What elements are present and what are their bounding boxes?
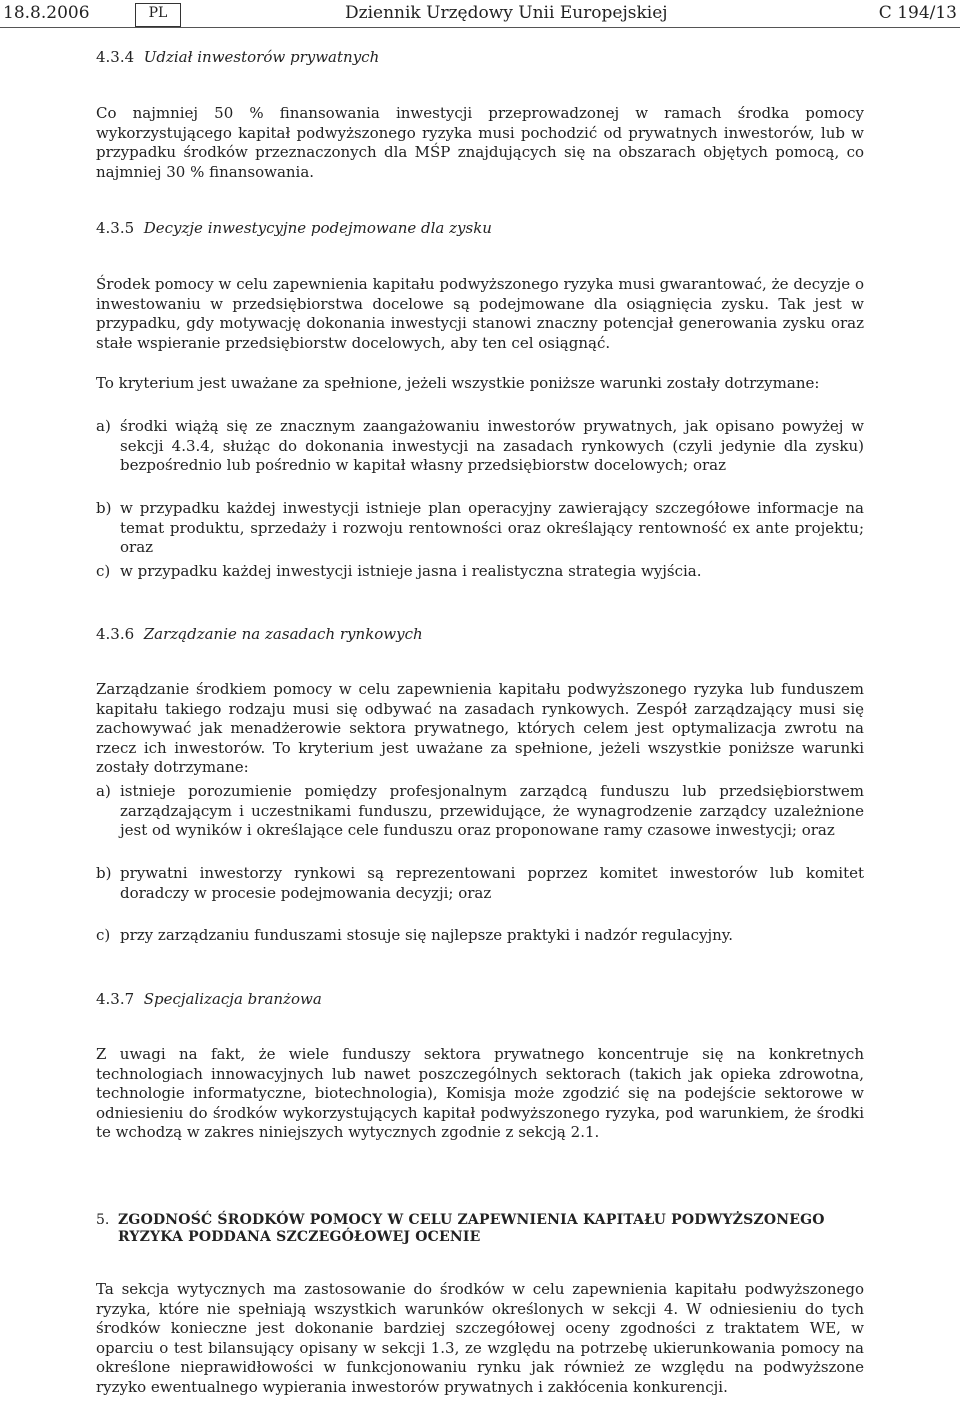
paragraph: Zarządzanie środkiem pomocy w celu zapewnienia kapitału podwyższonego ryzyka lub funduszem kapitału takiego rodzaju musi się odbywać na zasadach rynkowych. Zespół zarządzający musi się zachowywać jak menadżerowie sektora prywatnego, których celem jest optymalizacja zwrotu na rzecz ich inwestorów. To kryterium jest uważane za spełnione, jeżeli wszystkie poniższe warunki zostały dotrzymane: xyxy=(96,680,864,776)
header-journal-title: Dziennik Urzędowy Unii Europejskiej xyxy=(345,3,668,23)
section-heading-4-3-4 xyxy=(96,48,864,68)
section-heading-4-3-6 xyxy=(96,625,864,645)
list-item-text: istnieje porozumienie pomiędzy profesjonalnym zarządcą funduszu lub przedsiębiorstwem zarządzającym i uczestnikami funduszu, przewidujące, że wynagrodzenie zarządcy uzależnione jest od wyników i określające cele funduszu oraz proponowane ramy czasowe inwestycji; oraz xyxy=(120,782,864,839)
list-item-label: b) xyxy=(96,864,112,882)
header-date: 18.8.2006 xyxy=(3,3,90,23)
header-language-badge: PL xyxy=(135,3,181,27)
list-item-label: c) xyxy=(96,562,111,580)
section-title: ZGODNOŚĆ ŚRODKÓW POMOCY W CELU ZAPEWNIENIA KAPITAŁU PODWYŻSZONEGO RYZYKA PODDANA SZCZEGÓŁOWEJ OCENIE xyxy=(118,1212,825,1245)
list-item-label: c) xyxy=(96,926,111,944)
list-item-text: przy zarządzaniu funduszami stosuje się najlepsze praktyki i nadzór regulacyjny. xyxy=(120,926,734,944)
list-item xyxy=(96,562,864,582)
section-heading-4-3-7 xyxy=(96,990,864,1010)
section-heading-4-3-5 xyxy=(96,219,864,239)
paragraph: Co najmniej 50 % finansowania inwestycji przeprowadzonej w ramach środka pomocy wykorzystującego kapitał podwyższonego ryzyka musi pochodzić od prywatnych inwestorów, lub w przypadku środków przeznaczonych dla MŚP znajdujących się na obszarach objętych pomocą, co najmniej 30 % finansowania. xyxy=(96,104,864,181)
section-number: 5. xyxy=(96,1212,110,1228)
paragraph: Z uwagi na fakt, że wiele funduszy sektora prywatnego koncentruje się na konkretnych technologiach innowacyjnych lub nawet poszczególnych sektorach (takich jak opieka zdrowotna, technologie informatyczne, biotechnologia), Komisja może zgodzić się na podejście sektorowe w odniesieniu do środków wykorzystujących kapitał podwyższonego ryzyka, pod warunkiem, że środki te wchodzą w zakres niniejszych wytycznych zgodnie z sekcją 2.1. xyxy=(96,1045,864,1141)
section-number: 4.3.5 xyxy=(96,219,135,237)
list-item xyxy=(96,926,864,946)
list-item xyxy=(96,417,864,476)
list-item-text: w przypadku każdej inwestycji istnieje plan operacyjny zawierający szczegółowe informacje na temat produktu, sprzedaży i rozwoju rentowności oraz określający rentowność ex ante projektu; oraz xyxy=(120,499,864,556)
list-item-text: w przypadku każdej inwestycji istnieje jasna i realistyczna strategia wyjścia. xyxy=(120,562,702,580)
list-item-label: b) xyxy=(96,499,112,517)
section-number: 4.3.6 xyxy=(96,625,135,643)
section-title: Udział inwestorów prywatnych xyxy=(143,48,380,66)
header-page-number: C 194/13 xyxy=(878,3,957,23)
header-divider xyxy=(0,27,960,28)
list-item xyxy=(96,782,864,841)
section-title: Decyzje inwestycyjne podejmowane dla zysku xyxy=(143,219,492,237)
list-item xyxy=(96,864,864,903)
paragraph: Środek pomocy w celu zapewnienia kapitału podwyższonego ryzyka musi gwarantować, że decyzje o inwestowaniu w przedsiębiorstwa docelowe są podejmowane dla osiągnięcia zysku. Tak jest w przypadku, gdy motywację dokonania inwestycji stanowi znaczny potencjał generowania zysku oraz stałe wspieranie przedsiębiorstw docelowych, aby ten cel osiągnąć. xyxy=(96,275,864,352)
section-heading-5 xyxy=(96,1212,864,1246)
section-number: 4.3.4 xyxy=(96,48,135,66)
list-item xyxy=(96,499,864,558)
list-item-label: a) xyxy=(96,417,111,435)
list-item-text: prywatni inwestorzy rynkowi są reprezentowani poprzez komitet inwestorów lub komitet doradczy w procesie podejmowania decyzji; oraz xyxy=(120,864,864,902)
list-item-text: środki wiążą się ze znacznym zaangażowaniu inwestorów prywatnych, jak opisano powyżej w sekcji 4.3.4, służąc do dokonania inwestycji na zasadach rynkowych (czyli jedynie dla zysku) bezpośrednio lub pośrednio w kapitał własny przedsiębiorstw docelowych; oraz xyxy=(120,417,864,474)
list-item-label: a) xyxy=(96,782,111,800)
paragraph: To kryterium jest uważane za spełnione, jeżeli wszystkie poniższe warunki zostały dotrzymane: xyxy=(96,374,820,392)
section-title: Specjalizacja branżowa xyxy=(143,990,322,1008)
section-title: Zarządzanie na zasadach rynkowych xyxy=(143,625,423,643)
section-number: 4.3.7 xyxy=(96,990,135,1008)
paragraph: Ta sekcja wytycznych ma zastosowanie do środków w celu zapewnienia kapitału podwyższonego ryzyka, które nie spełniają wszystkich warunków określonych w sekcji 4. W odniesieniu do tych środków konieczne jest dokonanie bardziej szczegółowej oceny zgodności z traktatem WE, w oparciu o test bilansujący opisany w sekcji 1.3, ze względu na potrzebę ukierunkowania pomocy na określone nieprawidłowości w funkcjonowaniu rynku jak również ze względu na podwyższone ryzyko ewentualnego wypierania inwestorów prywatnych i zakłócenia konkurencji. xyxy=(96,1280,864,1396)
